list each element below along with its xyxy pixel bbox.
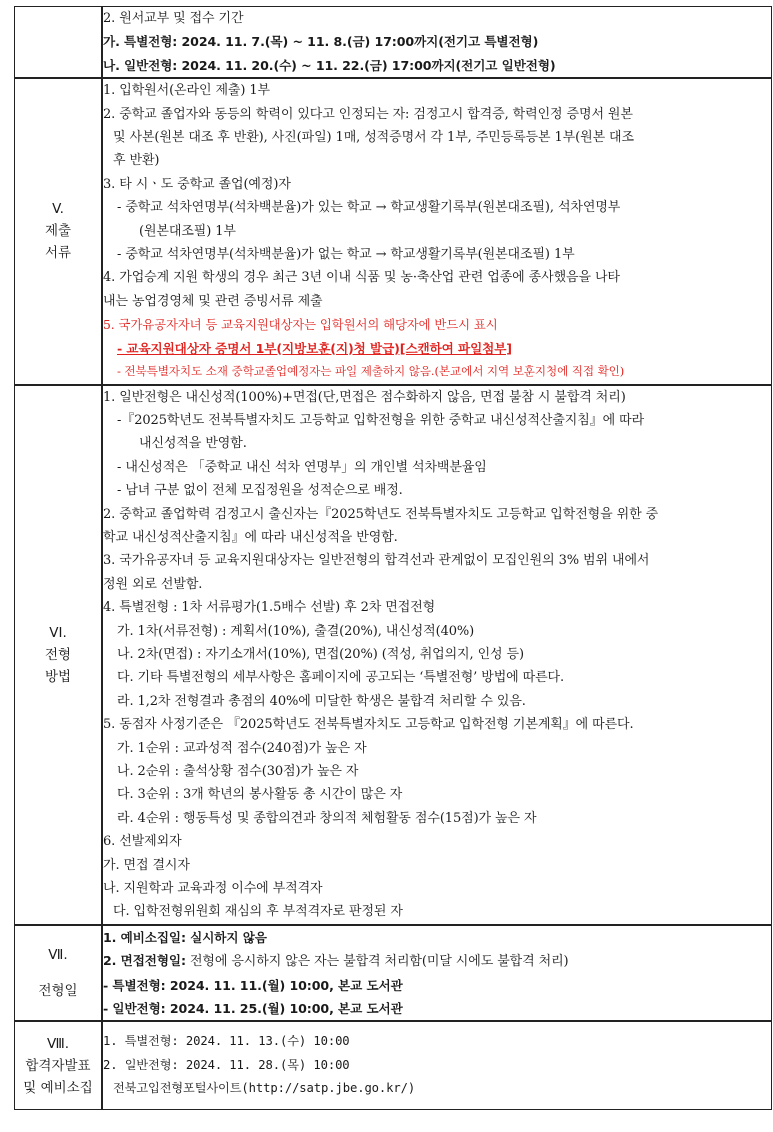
section-title-line2: 및 예비소집 xyxy=(23,1079,93,1096)
section-title-line1: 합격자발표 xyxy=(25,1057,91,1074)
method-item-5-sub: 다. 3순위 : 3개 학년의 봉사활동 총 시간이 많은 자 xyxy=(117,787,403,803)
doc-item-2: 2. 중학교 졸업자와 동등의 학력이 있다고 인정되는 자: 검정고시 합격증, 학력인정 증명서 원본 xyxy=(103,106,633,122)
section-body xyxy=(102,925,772,1022)
section-title: 전형일 xyxy=(38,983,78,1000)
doc-item-3-sub: - 중학교 석차연명부(석차백분율)가 있는 학교 → 학교생활기록부(원본대조필), 석차연명부 xyxy=(117,200,621,216)
method-item-2-cont: 학교 내신성적산출지침』에 따라 내신성적을 반영함. xyxy=(103,529,398,545)
result-portal-link[interactable]: 전북고입전형포털사이트(http://satp.jbe.go.kr/) xyxy=(113,1081,416,1096)
section-body xyxy=(102,78,772,384)
doc-item-4: 4. 가업승계 지원 학생의 경우 최근 3년 이내 식품 및 농·축산업 관련 업종에 종사했음을 나타 xyxy=(103,270,620,286)
method-item-5-sub: 나. 2순위 : 출석상황 점수(30점)가 높은 자 xyxy=(117,764,359,779)
method-item-1-sub: - 내신성적은 「중학교 내신 석차 연명부」의 개인별 석차백분율임 xyxy=(117,459,487,475)
section-title-line2: 방법 xyxy=(44,668,72,685)
section-results xyxy=(15,1021,772,1109)
method-item-2: 2. 중학교 졸업학력 검정고시 출신자는『2025학년도 전북특별자치도 고등학교 입학전형을 위한 중 xyxy=(103,506,659,522)
method-item-3: 3. 국가유공자녀 등 교육지원대상자는 일반전형의 합격선과 관계없이 모집인원의 3% 범위 내에서 xyxy=(103,553,650,569)
doc-item-3: 3. 타 시ㆍ도 중학교 졸업(예정)자 xyxy=(103,176,291,192)
method-item-1-sub-cont: 내신성적을 반영함. xyxy=(139,436,247,452)
section-documents xyxy=(15,78,772,384)
interview-special: - 특별전형: 2024. 11. 11.(월) 10:00, 본교 도서관 xyxy=(103,977,403,993)
doc-item-3-sub: - 중학교 석차연명부(석차백분율)가 없는 학교 → 학교생활기록부(원본대조필) 1부 xyxy=(117,247,575,263)
pre-meeting-day: 1. 예비소집일: 실시하지 않음 xyxy=(103,929,267,945)
section-body xyxy=(102,385,772,925)
method-item-4-sub: 다. 기타 특별전형의 세부사항은 홈페이지에 공고되는 ‘특별전형’ 방법에 따른다. xyxy=(117,670,565,686)
section-header-exam-date xyxy=(15,925,103,1022)
period-heading: 2. 원서교부 및 접수 기간 xyxy=(103,11,244,26)
period-special: 가. 특별전형: 2024. 11. 7.(목) ~ 11. 8.(금) 17:00까지(전기고 특별전형) xyxy=(103,34,539,50)
method-item-1-sub: - 남녀 구분 없이 전체 모집정원을 성적순으로 배정. xyxy=(117,483,403,499)
section-number: Ⅶ. xyxy=(48,947,68,964)
result-special: 1. 특별전형: 2024. 11. 13.(수) 10:00 xyxy=(103,1034,350,1049)
method-item-5-sub: 가. 1순위 : 교과성적 점수(240점)가 높은 자 xyxy=(117,740,367,756)
doc-item-5-note: - 전북특별자치도 소재 중학교졸업예정자는 파일 제출하지 않음.(본교에서 지역 보훈지청에 직접 확인) xyxy=(117,364,625,379)
interview-general: - 일반전형: 2024. 11. 25.(월) 10:00, 본교 도서관 xyxy=(103,1001,403,1017)
section-title-line1: 전형 xyxy=(44,646,72,663)
method-item-5: 5. 동점자 사정기준은 『2025학년도 전북특별자치도 고등학교 입학전형 기본계획』에 따른다. xyxy=(103,717,634,733)
section-title-line1: 제출 xyxy=(44,223,72,240)
interview-day xyxy=(103,949,771,973)
method-item-4-sub: 가. 1차(서류전형) : 계획서(10%), 출결(20%), 내신성적(40%) xyxy=(117,623,475,639)
result-general: 2. 일반전형: 2024. 11. 28.(목) 10:00 xyxy=(103,1057,350,1072)
interview-day-note: 전형에 응시하지 않은 자는 불합격 처리함(미달 시에도 불합격 처리) xyxy=(185,954,569,970)
method-item-6-sub: 다. 입학전형위원회 재심의 후 부적격자로 판정된 자 xyxy=(113,904,403,920)
section-selection-method xyxy=(15,385,772,925)
method-item-4-sub: 나. 2차(면접) : 자기소개서(10%), 면접(20%) (적성, 취업의지, 인성 등) xyxy=(117,646,524,662)
section-application-period xyxy=(15,7,772,79)
doc-item-4-cont: 내는 농업경영체 및 관련 증빙서류 제출 xyxy=(103,293,323,309)
section-exam-date xyxy=(15,925,772,1022)
method-item-3-cont: 정원 외로 선발함. xyxy=(103,576,203,592)
method-item-6-sub: 가. 면접 결시자 xyxy=(103,857,190,873)
section-header-documents xyxy=(15,78,103,384)
section-title-line2: 서류 xyxy=(44,245,72,262)
section-body xyxy=(102,1021,772,1109)
section-header-results xyxy=(15,1021,103,1109)
doc-item-3-sub-cont: (원본대조필) 1부 xyxy=(139,223,236,239)
period-general: 나. 일반전형: 2024. 11. 20.(수) ~ 11. 22.(금) 17:00까지(전기고 일반전형) xyxy=(103,57,556,73)
method-item-4-sub: 라. 1,2차 전형결과 총점의 40%에 미달한 학생은 불합격 처리할 수 있음. xyxy=(117,693,526,709)
interview-day-label: 2. 면접전형일: xyxy=(103,953,186,969)
method-item-4: 4. 특별전형 : 1차 서류평가(1.5배수 선발) 후 2차 면접전형 xyxy=(103,600,436,616)
section-number: V. xyxy=(52,201,64,218)
doc-item-5: 5. 국가유공자자녀 등 교육지원대상자는 입학원서의 해당자에 반드시 표시 xyxy=(103,317,498,333)
method-item-5-sub: 라. 4순위 : 행동특성 및 종합의견과 창의적 체험활동 점수(15점)가 높은 자 xyxy=(117,810,537,826)
doc-item-2-cont: 후 반환) xyxy=(113,153,160,169)
method-item-1: 1. 일반전형은 내신성적(100%)+면접(단,면접은 점수화하지 않음, 면접 불참 시 불합격 처리) xyxy=(103,389,626,405)
admission-guide-table xyxy=(14,6,772,1110)
section-number: Ⅷ. xyxy=(46,1035,70,1052)
doc-item-2-cont: 및 사본(원본 대조 후 반환), 사진(파일) 1매, 성적증명서 각 1부, 주민등록등본 1부(원본 대조 xyxy=(113,130,634,146)
method-item-6: 6. 선발제외자 xyxy=(103,834,182,850)
method-item-1-sub: -『2025학년도 전북특별자치도 고등학교 입학전형을 위한 중학교 내신성적산출지침』에 따라 xyxy=(117,412,645,428)
section-header-empty xyxy=(15,7,103,79)
doc-item-1: 1. 입학원서(온라인 제출) 1부 xyxy=(103,83,270,99)
section-body xyxy=(102,7,772,79)
section-header-method xyxy=(15,385,103,925)
method-item-6-sub: 나. 지원학과 교육과정 이수에 부적격자 xyxy=(103,881,323,897)
section-number: VI. xyxy=(49,624,67,641)
doc-item-5-sub: - 교육지원대상자 증명서 1부(지방보훈(지)청 발급)[스캔하여 파일첨부] xyxy=(117,340,512,356)
